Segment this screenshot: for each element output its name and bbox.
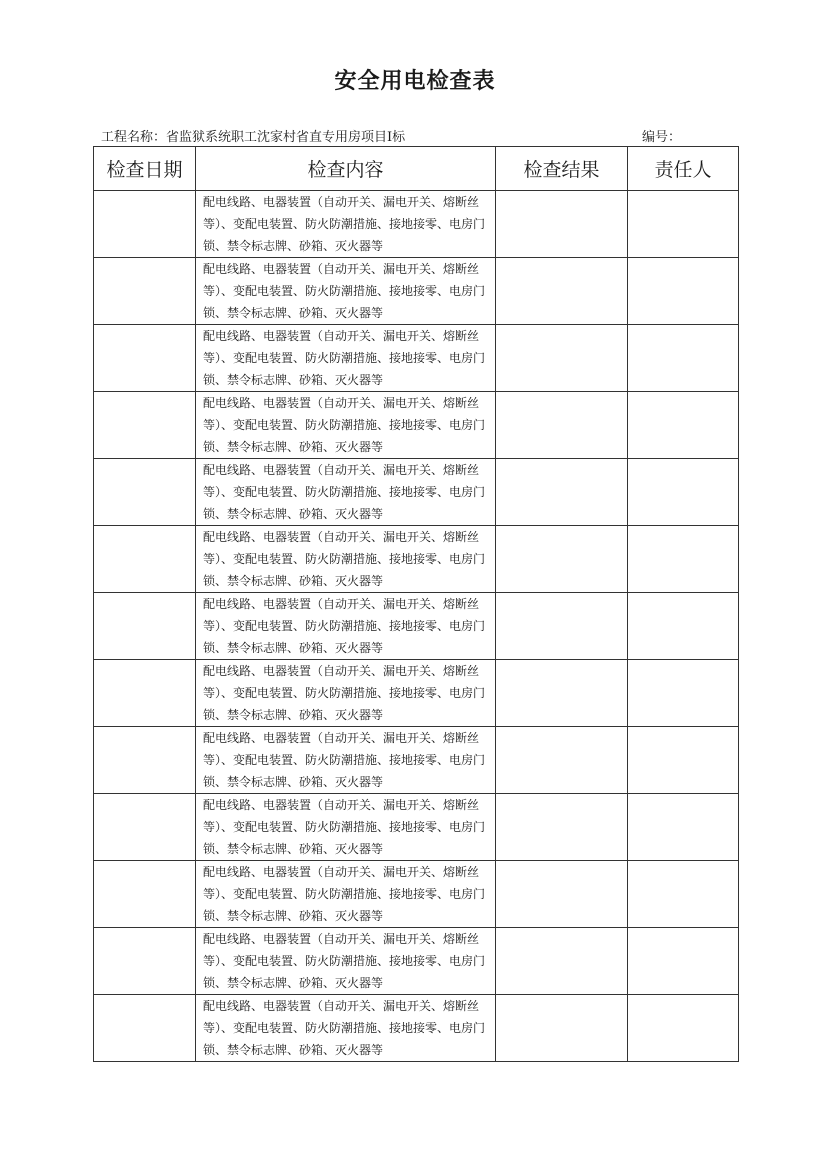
header-date: 检查日期: [94, 147, 196, 191]
content-cell: 配电线路、电器装置（自动开关、漏电开关、熔断丝等）、变配电装置、防火防潮措施、接地接零、电房门锁、禁令标志牌、砂箱、灭火器等: [196, 861, 496, 928]
person-cell: [628, 258, 739, 325]
date-cell: [94, 392, 196, 459]
content-cell: 配电线路、电器装置（自动开关、漏电开关、熔断丝等）、变配电装置、防火防潮措施、接地接零、电房门锁、禁令标志牌、砂箱、灭火器等: [196, 794, 496, 861]
content-cell: 配电线路、电器装置（自动开关、漏电开关、熔断丝等）、变配电装置、防火防潮措施、接地接零、电房门锁、禁令标志牌、砂箱、灭火器等: [196, 727, 496, 794]
person-cell: [628, 191, 739, 258]
result-cell: [496, 794, 628, 861]
content-cell: 配电线路、电器装置（自动开关、漏电开关、熔断丝等）、变配电装置、防火防潮措施、接地接零、电房门锁、禁令标志牌、砂箱、灭火器等: [196, 325, 496, 392]
table-row: [94, 392, 739, 459]
content-cell: 配电线路、电器装置（自动开关、漏电开关、熔断丝等）、变配电装置、防火防潮措施、接地接零、电房门锁、禁令标志牌、砂箱、灭火器等: [196, 526, 496, 593]
table-row: [94, 325, 739, 392]
inspection-table: [93, 146, 739, 1062]
result-cell: [496, 258, 628, 325]
date-cell: [94, 325, 196, 392]
table-row: [94, 526, 739, 593]
header-person: 责任人: [628, 147, 739, 191]
date-cell: [94, 995, 196, 1062]
content-cell: 配电线路、电器装置（自动开关、漏电开关、熔断丝等）、变配电装置、防火防潮措施、接地接零、电房门锁、禁令标志牌、砂箱、灭火器等: [196, 392, 496, 459]
date-cell: [94, 593, 196, 660]
date-cell: [94, 258, 196, 325]
result-cell: [496, 526, 628, 593]
document-number-label: 编号：: [642, 130, 682, 145]
content-cell: 配电线路、电器装置（自动开关、漏电开关、熔断丝等）、变配电装置、防火防潮措施、接地接零、电房门锁、禁令标志牌、砂箱、灭火器等: [196, 258, 496, 325]
table-row: [94, 191, 739, 258]
result-cell: [496, 995, 628, 1062]
result-cell: [496, 861, 628, 928]
table-row: [94, 928, 739, 995]
content-cell: 配电线路、电器装置（自动开关、漏电开关、熔断丝等）、变配电装置、防火防潮措施、接地接零、电房门锁、禁令标志牌、砂箱、灭火器等: [196, 928, 496, 995]
table-row: [94, 459, 739, 526]
person-cell: [628, 392, 739, 459]
person-cell: [628, 727, 739, 794]
content-cell: 配电线路、电器装置（自动开关、漏电开关、熔断丝等）、变配电装置、防火防潮措施、接地接零、电房门锁、禁令标志牌、砂箱、灭火器等: [196, 191, 496, 258]
content-cell: 配电线路、电器装置（自动开关、漏电开关、熔断丝等）、变配电装置、防火防潮措施、接地接零、电房门锁、禁令标志牌、砂箱、灭火器等: [196, 995, 496, 1062]
person-cell: [628, 459, 739, 526]
person-cell: [628, 660, 739, 727]
result-cell: [496, 392, 628, 459]
table-header-row: [94, 147, 739, 191]
person-cell: [628, 995, 739, 1062]
result-cell: [496, 191, 628, 258]
date-cell: [94, 928, 196, 995]
header-result: 检查结果: [496, 147, 628, 191]
result-cell: [496, 459, 628, 526]
table-row: [94, 593, 739, 660]
date-cell: [94, 526, 196, 593]
header-content: 检查内容: [196, 147, 496, 191]
date-cell: [94, 794, 196, 861]
content-cell: 配电线路、电器装置（自动开关、漏电开关、熔断丝等）、变配电装置、防火防潮措施、接地接零、电房门锁、禁令标志牌、砂箱、灭火器等: [196, 660, 496, 727]
table-row: [94, 794, 739, 861]
person-cell: [628, 928, 739, 995]
table-row: [94, 727, 739, 794]
result-cell: [496, 325, 628, 392]
document-title: 安全用电检查表: [334, 69, 496, 94]
date-cell: [94, 861, 196, 928]
result-cell: [496, 660, 628, 727]
date-cell: [94, 191, 196, 258]
table-row: [94, 995, 739, 1062]
result-cell: [496, 928, 628, 995]
person-cell: [628, 593, 739, 660]
content-cell: 配电线路、电器装置（自动开关、漏电开关、熔断丝等）、变配电装置、防火防潮措施、接地接零、电房门锁、禁令标志牌、砂箱、灭火器等: [196, 459, 496, 526]
person-cell: [628, 526, 739, 593]
person-cell: [628, 794, 739, 861]
date-cell: [94, 660, 196, 727]
date-cell: [94, 727, 196, 794]
table-row: [94, 660, 739, 727]
person-cell: [628, 325, 739, 392]
table-row: [94, 861, 739, 928]
person-cell: [628, 861, 739, 928]
result-cell: [496, 593, 628, 660]
date-cell: [94, 459, 196, 526]
result-cell: [496, 727, 628, 794]
table-row: [94, 258, 739, 325]
content-cell: 配电线路、电器装置（自动开关、漏电开关、熔断丝等）、变配电装置、防火防潮措施、接地接零、电房门锁、禁令标志牌、砂箱、灭火器等: [196, 593, 496, 660]
project-name-label: 工程名称：省监狱系统职工沈家村省直专用房项目Ⅰ标: [101, 130, 406, 145]
